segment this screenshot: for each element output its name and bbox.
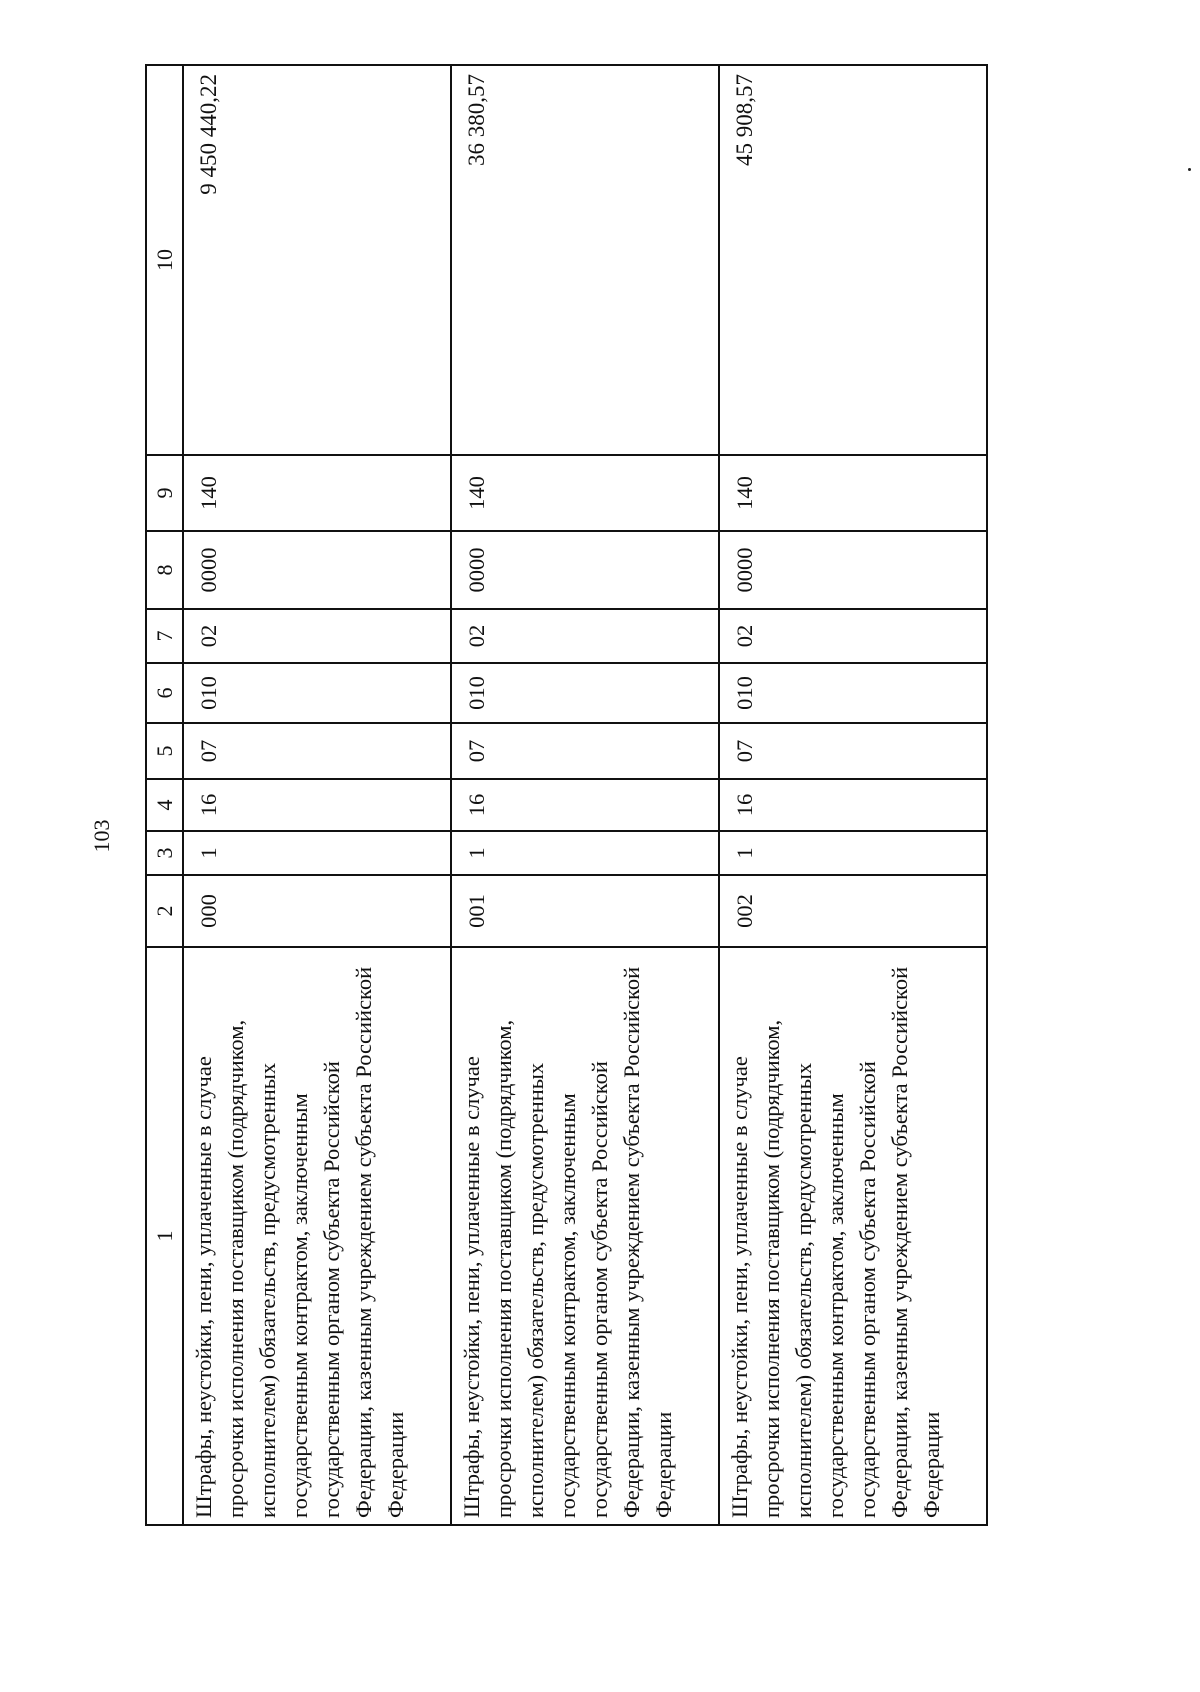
header-cell-1: 1 (146, 947, 183, 1525)
code-cell-5: 07 (451, 723, 719, 779)
code-cell-3: 1 (719, 831, 987, 875)
table-row (451, 65, 719, 1525)
amount-cell: 45 908,57 (719, 65, 987, 455)
code-cell-6: 010 (451, 663, 719, 723)
scan-speck (1188, 168, 1191, 171)
header-cell-7: 7 (146, 609, 183, 663)
header-cell-6: 6 (146, 663, 183, 723)
code-cell-2: 001 (451, 875, 719, 947)
code-cell-7: 02 (183, 609, 451, 663)
code-cell-3: 1 (451, 831, 719, 875)
header-row (146, 65, 183, 1525)
code-cell-4: 16 (183, 779, 451, 831)
description-cell: Штрафы, неустойки, пени, уплаченные в случае просрочки исполнения поставщиком (подрядчиком, исполнителем) обязательств, предусмотренных государственным контрактом, заключенным государственным органом субъекта Российской Федерации, казенным учреждением субъекта Российской Федерации (183, 947, 451, 1525)
header-cell-10: 10 (146, 65, 183, 455)
code-cell-9: 140 (719, 455, 987, 531)
amount-cell: 36 380,57 (451, 65, 719, 455)
code-cell-6: 010 (719, 663, 987, 723)
code-cell-4: 16 (719, 779, 987, 831)
code-cell-9: 140 (183, 455, 451, 531)
code-cell-8: 0000 (719, 531, 987, 609)
header-cell-4: 4 (146, 779, 183, 831)
code-cell-8: 0000 (451, 531, 719, 609)
code-cell-4: 16 (451, 779, 719, 831)
code-cell-2: 000 (183, 875, 451, 947)
code-cell-5: 07 (183, 723, 451, 779)
amount-cell: 9 450 440,22 (183, 65, 451, 455)
header-cell-2: 2 (146, 875, 183, 947)
code-cell-7: 02 (719, 609, 987, 663)
header-cell-3: 3 (146, 831, 183, 875)
code-cell-3: 1 (183, 831, 451, 875)
page-number: 103 (89, 819, 114, 853)
table-rotation-frame (145, 66, 950, 1526)
code-cell-2: 002 (719, 875, 987, 947)
header-cell-5: 5 (146, 723, 183, 779)
code-cell-9: 140 (451, 455, 719, 531)
description-cell: Штрафы, неустойки, пени, уплаченные в случае просрочки исполнения поставщиком (подрядчиком, исполнителем) обязательств, предусмотренных государственным контрактом, заключенным государственным органом субъекта Российской Федерации, казенным учреждением субъекта Российской Федерации (719, 947, 987, 1525)
code-cell-8: 0000 (183, 531, 451, 609)
header-cell-9: 9 (146, 455, 183, 531)
table-row (719, 65, 987, 1525)
code-cell-5: 07 (719, 723, 987, 779)
code-cell-6: 010 (183, 663, 451, 723)
description-cell: Штрафы, неустойки, пени, уплаченные в случае просрочки исполнения поставщиком (подрядчиком, исполнителем) обязательств, предусмотренных государственным контрактом, заключенным государственным органом субъекта Российской Федерации, казенным учреждением субъекта Российской Федерации (451, 947, 719, 1525)
table-row (183, 65, 451, 1525)
code-cell-7: 02 (451, 609, 719, 663)
rotated-table-area (145, 66, 950, 1526)
header-cell-8: 8 (146, 531, 183, 609)
revenue-table (145, 64, 988, 1526)
